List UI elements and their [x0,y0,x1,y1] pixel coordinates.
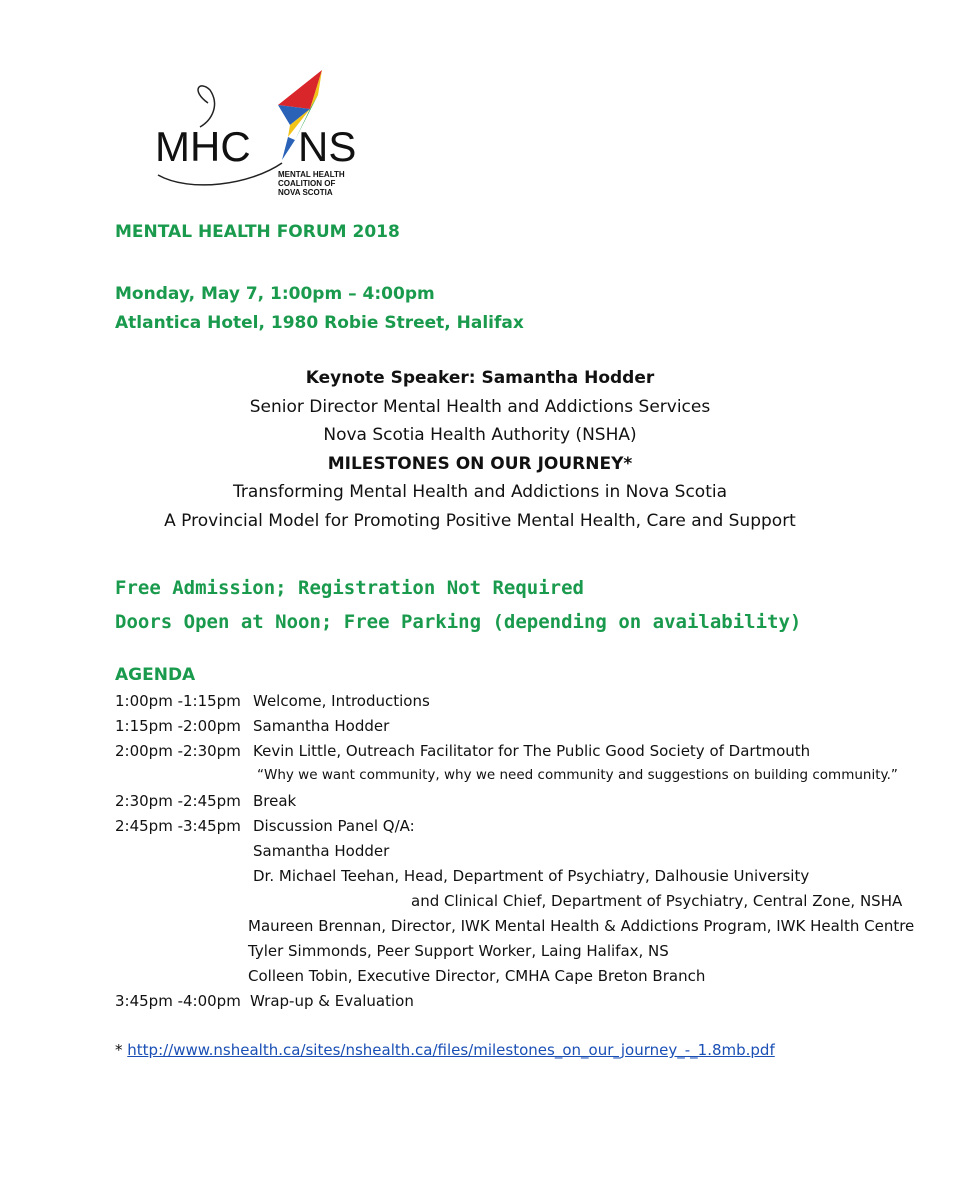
agenda-desc: Samantha Hodder [253,717,390,735]
event-title: MENTAL HEALTH FORUM 2018 [115,222,400,242]
panelist: Maureen Brennan, Director, IWK Mental Health & Addictions Program, IWK Health Centre [248,917,915,935]
keynote-block [0,364,960,535]
svg-text:COALITION OF: COALITION OF [278,179,336,188]
agenda-time: 1:15pm -2:00pm [115,717,241,735]
svg-text:NOVA SCOTIA: NOVA SCOTIA [278,188,333,197]
svg-text:MENTAL HEALTH: MENTAL HEALTH [278,170,345,179]
event-datetime: Monday, May 7, 1:00pm – 4:00pm [115,284,435,304]
agenda-quote: “Why we want community, why we need community and suggestions on building community.” [257,767,898,783]
keynote-speaker: Keynote Speaker: Samantha Hodder [305,368,655,388]
keynote-role: Senior Director Mental Health and Addictions Services [249,396,711,417]
keynote-subtitle-1: Transforming Mental Health and Addictions in Nova Scotia [232,482,728,502]
svg-text:MHC: MHC [155,123,251,170]
event-location: Atlantica Hotel, 1980 Robie Street, Halifax [115,313,524,333]
footnote [115,1041,775,1059]
panelist: Colleen Tobin, Executive Director, CMHA Cape Breton Branch [248,967,706,985]
keynote-talk-title: MILESTONES ON OUR JOURNEY* [327,453,633,474]
agenda-heading: AGENDA [115,665,196,685]
panelist: Dr. Michael Teehan, Head, Department of Psychiatry, Dalhousie University [253,867,810,885]
mhcns-logo [150,65,360,210]
agenda-time: 1:00pm -1:15pm [115,692,241,710]
agenda-time: 2:30pm -2:45pm [115,792,241,810]
panelist: Samantha Hodder [253,842,390,860]
keynote-org: Nova Scotia Health Authority (NSHA) [323,425,637,445]
agenda-desc: Wrap-up & Evaluation [250,992,414,1010]
agenda-time: 2:00pm -2:30pm [115,742,241,760]
doors-notice: Doors Open at Noon; Free Parking (depending on availability) [115,611,802,633]
footnote-marker: * [115,1041,123,1059]
agenda-desc: Welcome, Introductions [253,692,430,710]
agenda-desc: Break [253,792,297,810]
milestones-pdf-link[interactable]: http://www.nshealth.ca/sites/nshealth.ca/files/milestones_on_our_journey_-_1.8mb.pdf [127,1041,775,1059]
agenda-desc: Discussion Panel Q/A: [253,817,415,835]
agenda-time: 3:45pm -4:00pm [115,992,241,1010]
logo-graphic [150,65,360,210]
event-details [115,280,524,338]
svg-text:NS: NS [298,123,357,170]
agenda-time: 2:45pm -3:45pm [115,817,241,835]
panelist: Tyler Simmonds, Peer Support Worker, Laing Halifax, NS [248,942,669,960]
agenda-desc: Kevin Little, Outreach Facilitator for The Public Good Society of Dartmouth [253,742,811,760]
keynote-subtitle-2: A Provincial Model for Promoting Positive Mental Health, Care and Support [164,510,796,531]
admission-notice: Free Admission; Registration Not Required [115,577,584,599]
panelist-continued: and Clinical Chief, Department of Psychiatry, Central Zone, NSHA [411,892,903,910]
notices [115,571,801,639]
